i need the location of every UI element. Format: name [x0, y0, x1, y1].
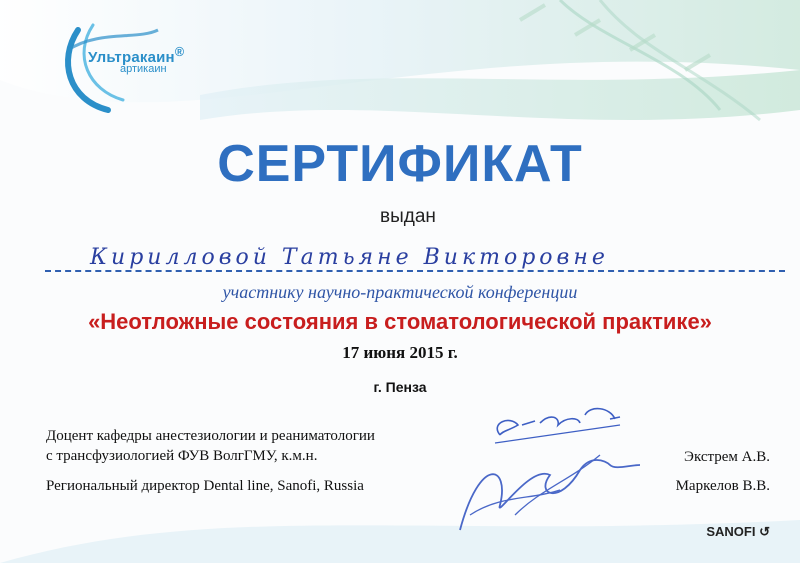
- signatory-title-line-2: с трансфузиологией ФУВ ВолгГМУ, к.м.н.: [46, 448, 318, 464]
- signatory-name-1: Экстрем А.В.: [684, 449, 770, 465]
- signatory-title-line-1: Доцент кафедры анестезиологии и реаниматологии: [46, 428, 375, 444]
- conference-title: «Неотложные состояния в стоматологической практике»: [88, 309, 712, 334]
- recipient-name: Кирилловой Татьяне Викторовне: [90, 245, 609, 270]
- sanofi-swirl-icon: ↺: [759, 524, 770, 539]
- handwritten-signatures: [440, 395, 670, 545]
- certificate-title: СЕРТИФИКАТ: [217, 135, 583, 193]
- event-city: г. Пенза: [373, 379, 427, 395]
- trademark-symbol: ®: [174, 45, 185, 59]
- issued-label: выдан: [380, 206, 436, 227]
- event-date: 17 июня 2015 г.: [342, 343, 458, 362]
- sanofi-text: SANOFI: [706, 524, 756, 539]
- participant-role: участнику научно-практической конференции: [222, 282, 578, 302]
- brand-name-text: Ультракаин: [88, 49, 175, 66]
- sanofi-logo: [706, 524, 770, 540]
- signatory-title-line-3: Региональный директор Dental line, Sanofi, Russia: [46, 478, 364, 494]
- name-dashed-line: [45, 270, 785, 272]
- signatory-name-2: Маркелов В.В.: [675, 478, 770, 494]
- brand-subtitle: артикаин: [120, 63, 167, 75]
